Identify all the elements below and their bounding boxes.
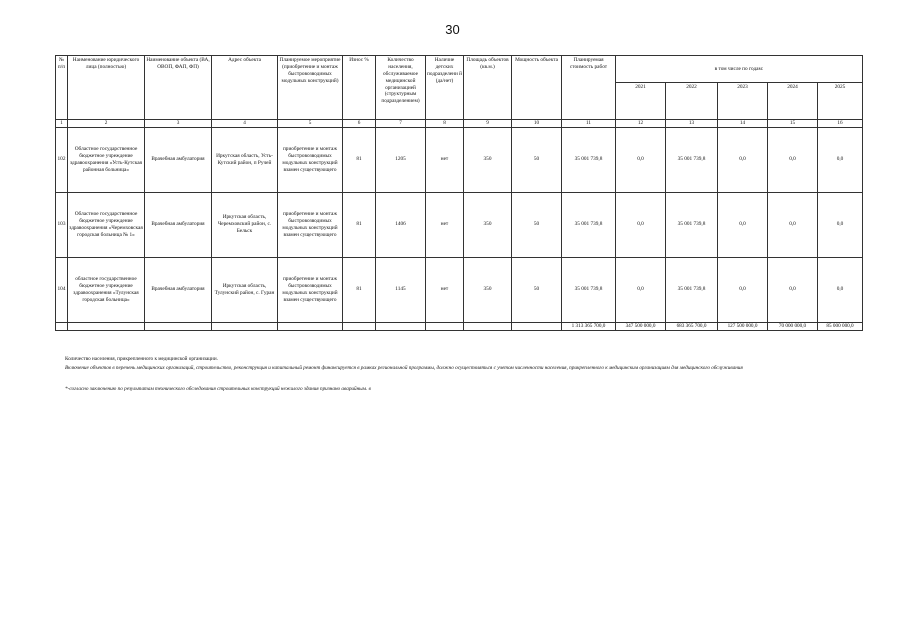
row-2023: 0,0 [718,127,768,192]
row-2022: 35 001 739,8 [666,192,718,257]
col-number: 14 [718,120,768,128]
row-kids: нет [426,192,464,257]
header-org: Наименование юридического лица (полностью) [68,56,145,120]
totals-row [56,322,863,330]
total-2025: 85 000 000,0 [818,322,863,330]
col-number: 16 [818,120,863,128]
row-address: Иркутская область, Черемховский район, с. Бельск [212,192,278,257]
row-cost: 35 001 739,8 [562,192,616,257]
header-year-2023: 2023 [718,83,768,120]
col-number: 9 [464,120,512,128]
table-row [56,257,863,322]
col-number: 11 [562,120,616,128]
header-address: Адрес объекта [212,56,278,120]
row-num: 102 [56,127,68,192]
row-object-name: Врачебная амбулатория [145,257,212,322]
header-kids: Наличие детских подразделени й (да/нет) [426,56,464,120]
row-population: 1205 [376,127,426,192]
row-area: 350 [464,257,512,322]
header-population: Количество населения, обслуживаемое медицинской организацией (структурным подразделением) [376,56,426,120]
total-2022: 683 365 700,0 [666,322,718,330]
col-number: 1 [56,120,68,128]
header-cost: Планируемая стоимость работ [562,56,616,120]
col-number: 3 [145,120,212,128]
row-2024: 0,0 [768,127,818,192]
row-object-name: Врачебная амбулатория [145,192,212,257]
col-number: 2 [68,120,145,128]
row-num: 103 [56,192,68,257]
col-number: 8 [426,120,464,128]
row-2025: 0,0 [818,127,863,192]
header-object-name: Наименование объекта (ВА, ОВОП, ФАП, ФП) [145,56,212,120]
col-number: 15 [768,120,818,128]
row-2022: 35 001 739,8 [666,257,718,322]
row-area: 350 [464,127,512,192]
row-population: 1145 [376,257,426,322]
row-2021: 0,0 [616,257,666,322]
header-year-2024: 2024 [768,83,818,120]
header-row [56,56,863,83]
col-number: 12 [616,120,666,128]
total-2024: 70 000 000,0 [768,322,818,330]
row-address: Иркутская область, Тулунский район, с. Гуран [212,257,278,322]
table-row [56,192,863,257]
row-2024: 0,0 [768,192,818,257]
header-planned: Планируемое мероприятие (приобретение и монтаж быстровозводимых модульных конструкций) [278,56,343,120]
row-2021: 0,0 [616,192,666,257]
row-2025: 0,0 [818,257,863,322]
row-capacity: 50 [512,192,562,257]
row-num: 104 [56,257,68,322]
row-2022: 35 001 739,8 [666,127,718,192]
row-cost: 35 001 739,8 [562,127,616,192]
total-2023: 127 500 000,0 [718,322,768,330]
header-area: Площадь объектов (кв.м.) [464,56,512,120]
header-wear: Износ % [343,56,376,120]
note-population: Количество населения, прикрепленного к медицинской организации. [65,356,218,362]
row-planned: приобретение и монтаж быстровозводимых модульных конструкций взамен существующего [278,192,343,257]
page-number: 30 [445,22,460,37]
note-inclusion: Включение объектов в перечень медицинских организаций, строительство, реконструкция и капитальный ремонт финансируется в рамках региональной программы, должно осуществляться с учетом численности населения, прикрепленного к медицинским организациям для медицинского обслуживания [65,365,743,371]
column-numbers-row [56,120,863,128]
facilities-table [55,55,863,331]
header-capacity: Мощность объекта [512,56,562,120]
row-org: Областное государственное бюджетное учреждение здравоохранения «Черемховская городская больница № 1» [68,192,145,257]
row-2023: 0,0 [718,257,768,322]
row-2023: 0,0 [718,192,768,257]
row-kids: нет [426,257,464,322]
col-number: 7 [376,120,426,128]
row-planned: приобретение и монтаж быстровозводимых модульных конструкций взамен существующего [278,257,343,322]
header-by-years: в том числе по годам: [616,56,863,83]
total-cost: 1 313 365 700,0 [562,322,616,330]
col-number: 4 [212,120,278,128]
row-2021: 0,0 [616,127,666,192]
header-year-2025: 2025 [818,83,863,120]
total-2021: 347 500 000,0 [616,322,666,330]
row-address: Иркутская область, Усть-Кутский район, п Ручей [212,127,278,192]
row-kids: нет [426,127,464,192]
row-capacity: 50 [512,127,562,192]
note-emergency: *-согласно заключению по результатам технического обследования строительных конструкций нежилого здания признано аварийным. в [65,386,371,392]
row-cost: 35 001 739,8 [562,257,616,322]
row-2024: 0,0 [768,257,818,322]
row-object-name: Врачебная амбулатория [145,127,212,192]
row-planned: приобретение и монтаж быстровозводимых модульных конструкций взамен существующего [278,127,343,192]
table-row [56,127,863,192]
header-year-2022: 2022 [666,83,718,120]
row-wear: 81 [343,257,376,322]
col-number: 5 [278,120,343,128]
col-number: 13 [666,120,718,128]
col-number: 6 [343,120,376,128]
col-number: 10 [512,120,562,128]
row-wear: 81 [343,192,376,257]
row-wear: 81 [343,127,376,192]
row-org: Областное государственное бюджетное учреждение здравоохранения «Усть-Кутская районная больница» [68,127,145,192]
row-org: областное государственное бюджетное учреждение здравоохранения «Тулунская городская больница» [68,257,145,322]
row-area: 350 [464,192,512,257]
row-capacity: 50 [512,257,562,322]
header-num: № п/п [56,56,68,120]
row-2025: 0,0 [818,192,863,257]
header-year-2021: 2021 [616,83,666,120]
row-population: 1406 [376,192,426,257]
